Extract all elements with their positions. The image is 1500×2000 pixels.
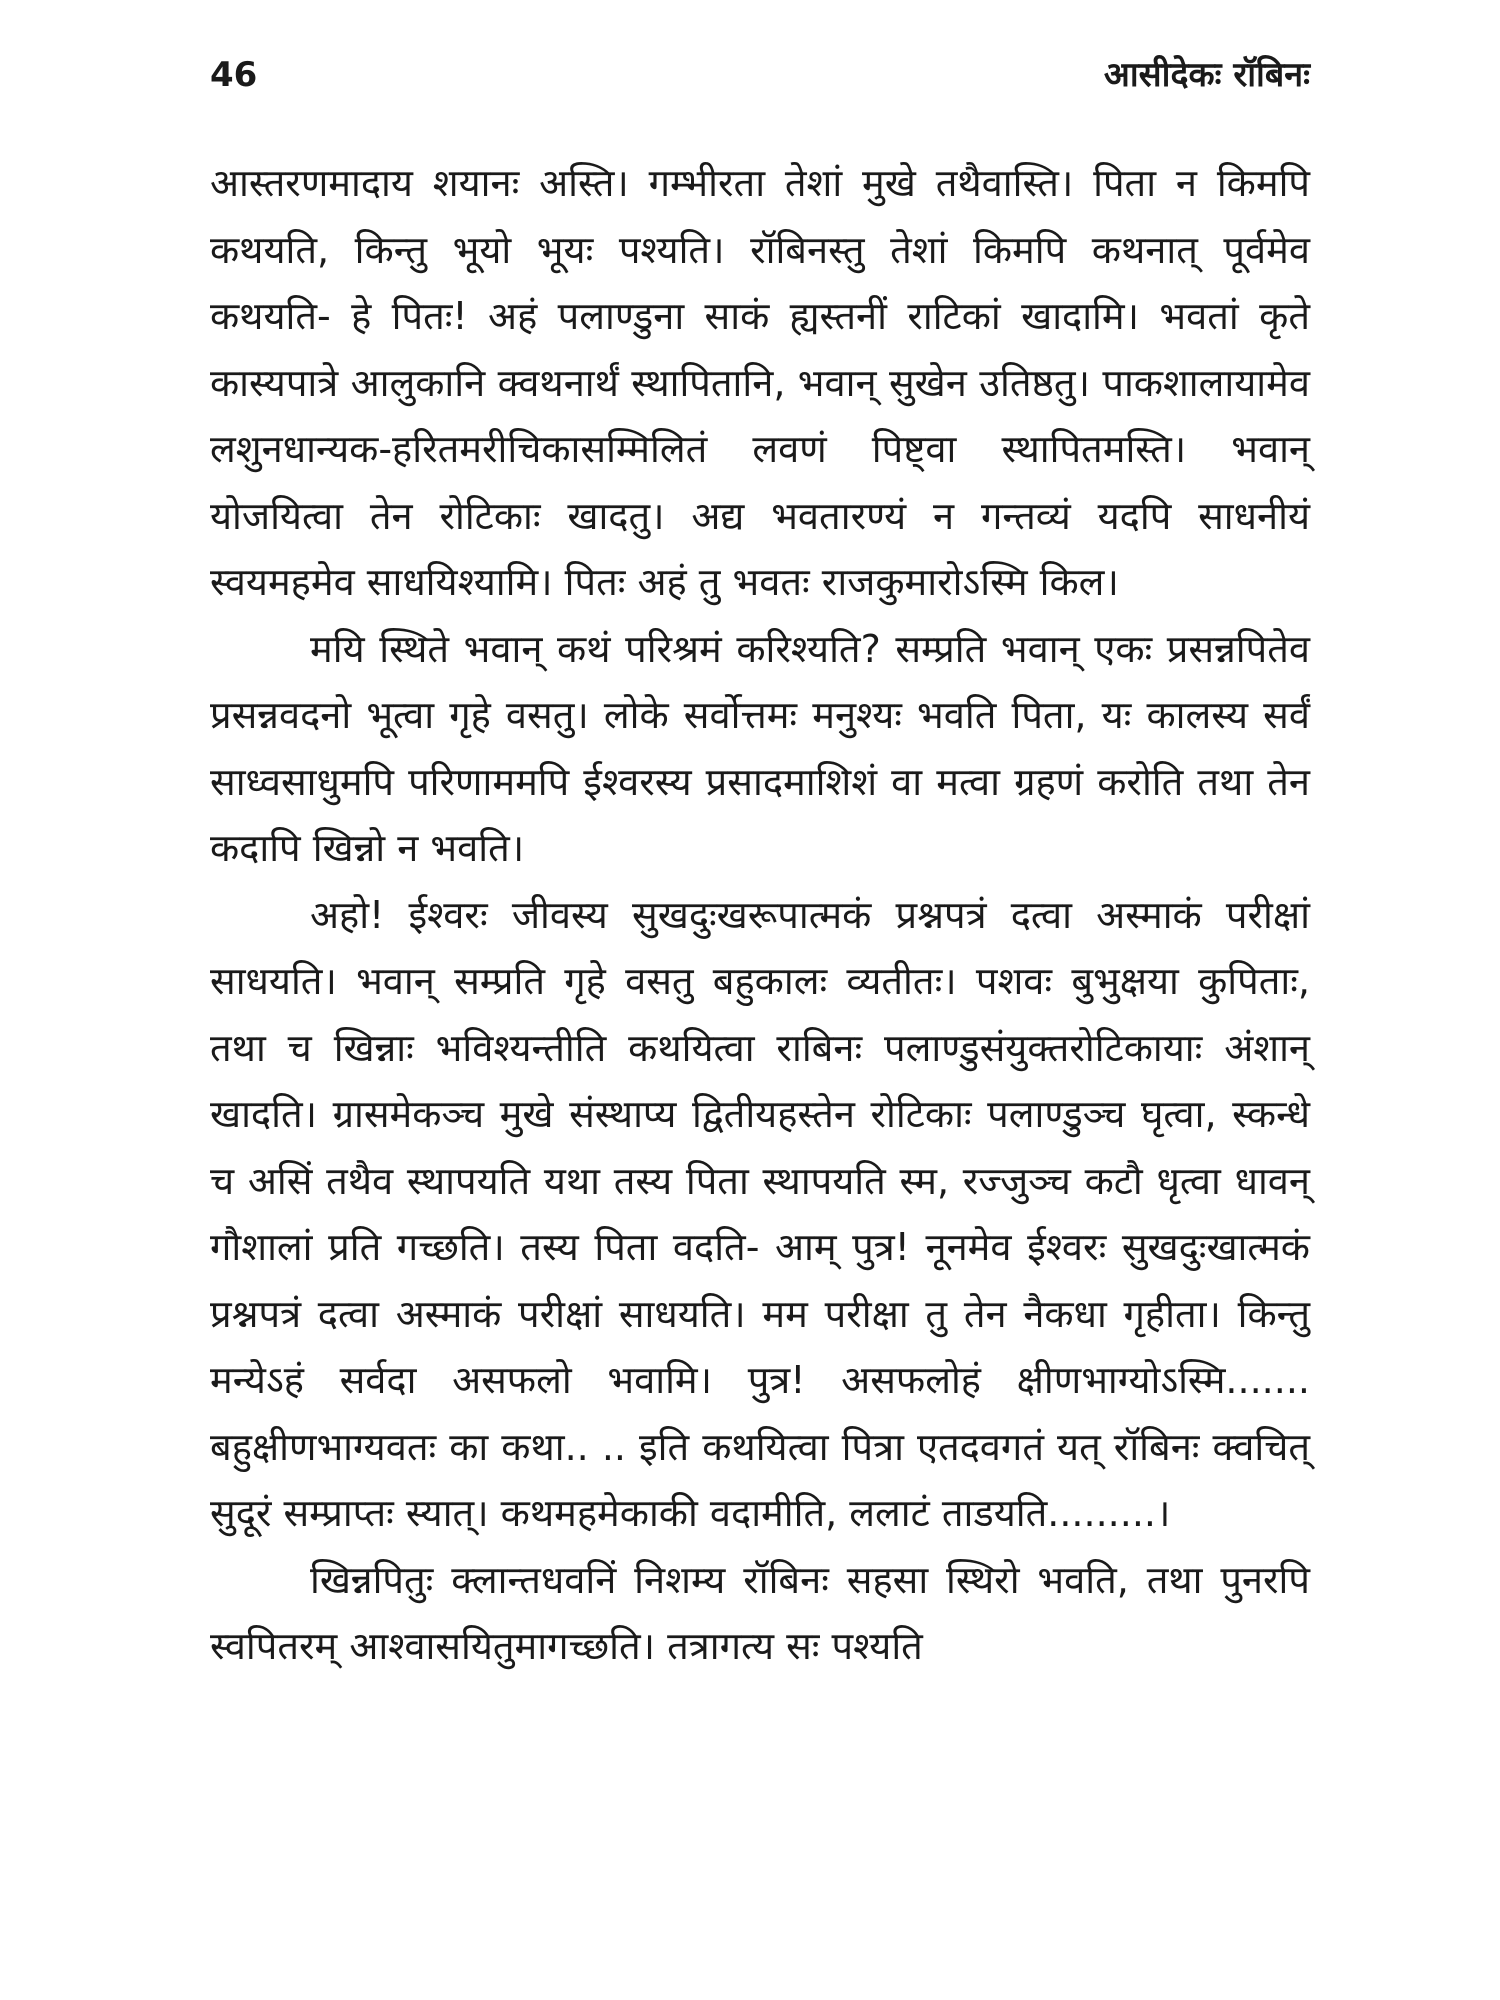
paragraph-3: अहो! ईश्वरः जीवस्य सुखदुःखरूपात्मकं प्रश्नपत्रं दत्वा अस्माकं परीक्षां साधयति। भवान् सम्प्रति गृहे वसतु बहुकालः व्यतीतः। पशवः बुभुक्षया कुपिताः, तथा च खिन्नाः भविश्यन्तीति कथयित्वा राबिनः पलाण्डुसंयुक्तरोटिकायाः अंशान् खादति। ग्रासमेकञ्च मुखे संस्थाप्य द्वितीयहस्तेन रोटिकाः पलाण्डुञ्च घृत्वा, स्कन्धे च असिं तथैव स्थापयति यथा तस्य पिता स्थापयति स्म, रज्जुञ्च कटौ धृत्वा धावन् गौशालां प्रति गच्छति। तस्य पिता वदति- आम् पुत्र! नूनमेव ईश्वरः सुखदुःखात्मकं प्रश्नपत्रं दत्वा अस्माकं परीक्षां साधयति। मम परीक्षा तु तेन नैकधा गृहीता। किन्तु मन्येऽहं सर्वदा असफलो भवामि। पुत्र! असफलोहं क्षीणभाग्योऽस्मि....... बहुक्षीणभाग्यवतः का कथा.. .. इति कथयित्वा पित्रा एतदवगतं यत् रॉबिनः क्वचित् सुदूरं सम्प्राप्तः स्यात्। कथमहमेकाकी वदामीति, ललाटं ताडयति.........।	[210, 892, 1310, 1535]
page-number: 46	[210, 55, 258, 95]
paragraph-4: खिन्नपितुः क्लान्तधवनिं निशम्य रॉबिनः सहसा स्थिरो भवति, तथा पुनरपि स्वपितरम् आश्वासयितुमागच्छति। तत्रागत्य सः पश्यति	[210, 1557, 1310, 1668]
body-text	[210, 150, 1310, 1680]
running-title: आसीदेकः रॉबिनः	[1103, 55, 1310, 95]
paragraph-1: आस्तरणमादाय शयानः अस्ति। गम्भीरता तेशां मुखे तथैवास्ति। पिता न किमपि कथयति, किन्तु भूयो भूयः पश्यति। रॉबिनस्तु तेशां किमपि कथनात् पूर्वमेव कथयति- हे पितः! अहं पलाण्डुना साकं ह्यस्तनीं राटिकां खादामि। भवतां कृते कास्यपात्रे आलुकानि क्वथनार्थं स्थापितानि, भवान् सुखेन उतिष्ठतु। पाकशालायामेव लशुनधान्यक-हरितमरीचिकासम्मिलितं लवणं पिष्ट्वा स्थापितमस्ति। भवान् योजयित्वा तेन रोटिकाः खादतु। अद्य भवतारण्यं न गन्तव्यं यदपि साधनीयं स्वयमहमेव साधयिश्यामि। पितः अहं तु भवतः राजकुमारोऽस्मि किल।	[210, 161, 1310, 604]
paragraph-2: मयि स्थिते भवान् कथं परिश्रमं करिश्यति? सम्प्रति भवान् एकः प्रसन्नपितेव प्रसन्नवदनो भूत्वा गृहे वसतु। लोके सर्वोत्तमः मनुश्यः भवति पिता, यः कालस्य सर्वं साध्वसाधुमपि परिणाममपि ईश्वरस्य प्रसादमाशिशं वा मत्वा ग्रहणं करोति तथा तेन कदापि खिन्नो न भवति।	[210, 626, 1310, 870]
book-page	[210, 40, 1310, 1980]
running-head	[210, 40, 1310, 110]
